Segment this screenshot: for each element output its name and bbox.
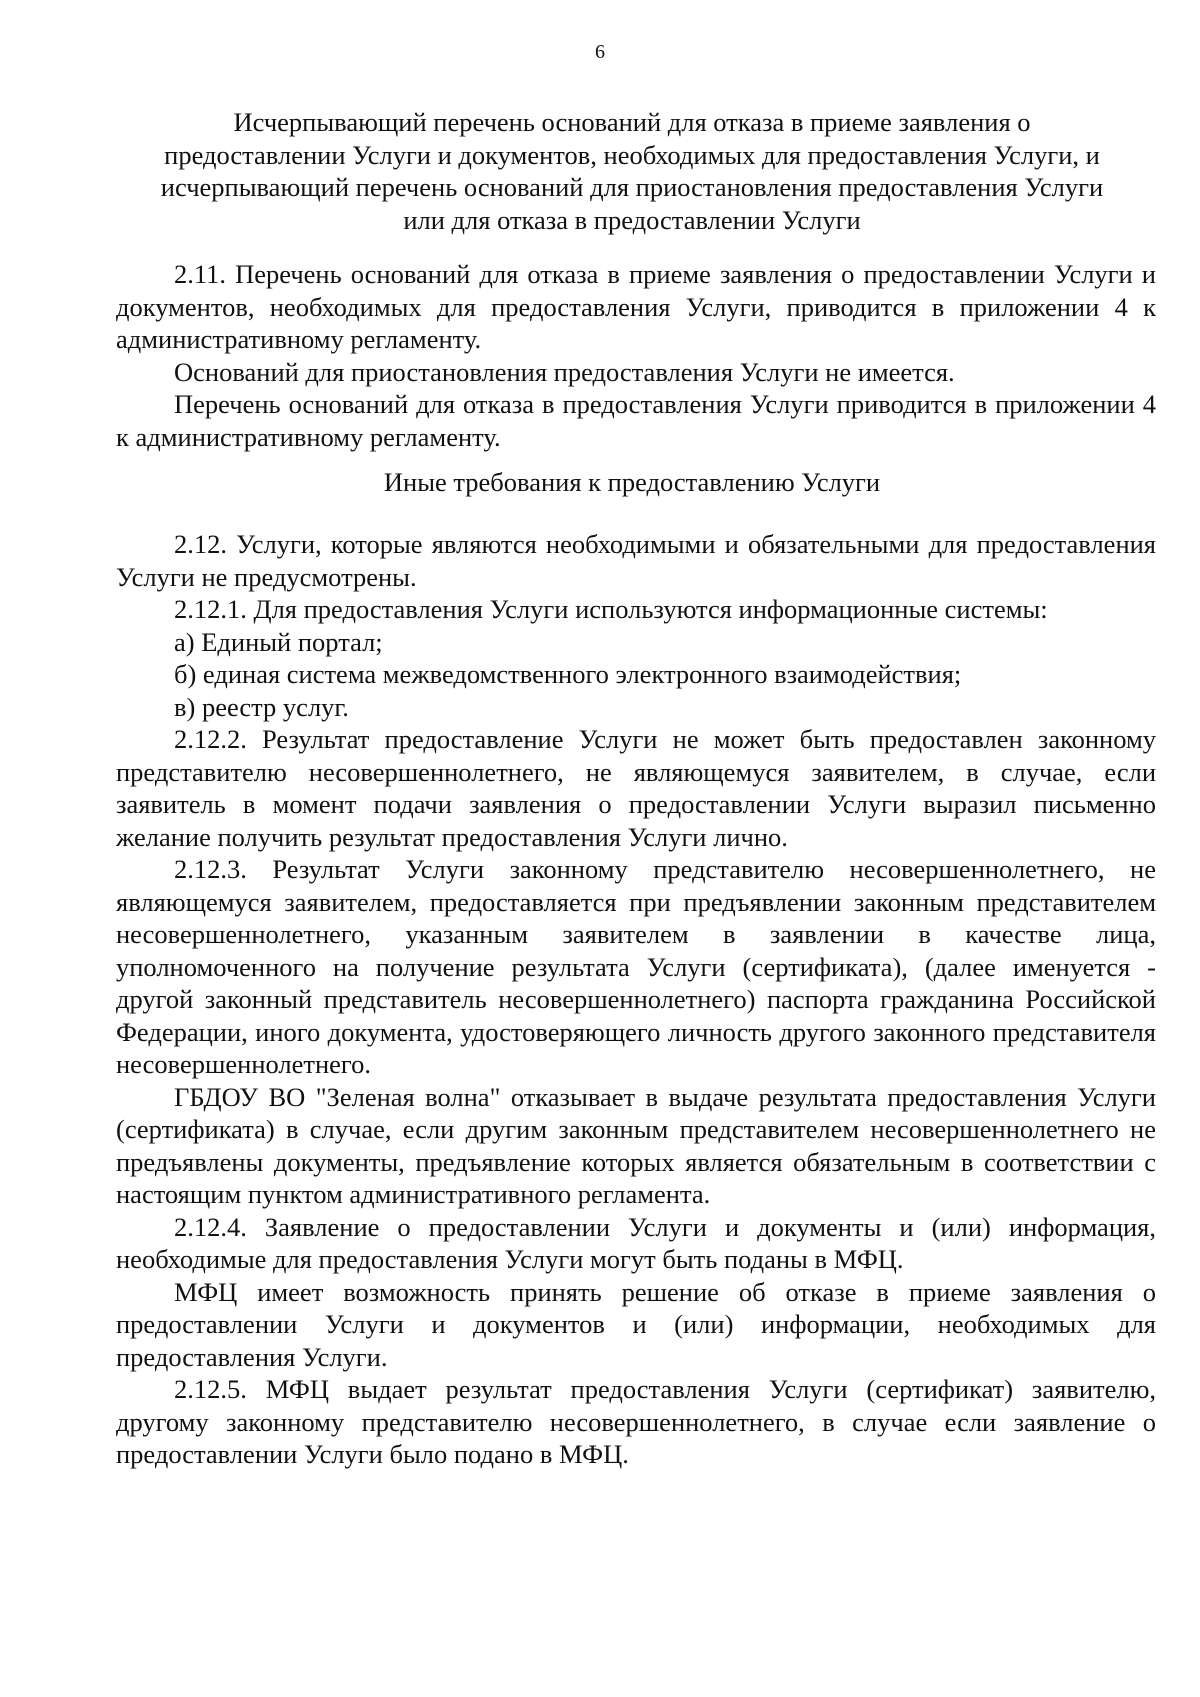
paragraph-2-12-5: 2.12.5. МФЦ выдает результат предоставления Услуги (сертификат) заявителю, другому законному представителю несовершеннолетнего, в случае если заявление о предоставлении Услуги было подано в МФЦ. [116, 1374, 1156, 1469]
section-heading-other-requirements [112, 466, 1152, 499]
paragraph-2-12-2: 2.12.2. Результат предоставление Услуги не может быть предоставлен законному представителю несовершеннолетнего, не являющемуся заявителем, в случае, если заявитель в момент подачи заявления о предоставлении Услуги выразил письменно желание получить результат предоставления Услуги лично. [116, 724, 1156, 852]
list-item-c: в) реестр услуг. [174, 691, 349, 722]
paragraph-gbdou-refusal: ГБДОУ ВО "Зеленая волна" отказывает в выдаче результата предоставления Услуги (сертификата) в случае, если другим законным представителем несовершеннолетнего не предъявлены документы, предъявление которых является обязательным в соответствии с настоящим пунктом административного регламента. [116, 1081, 1156, 1209]
heading-line: Иные требования к предоставлению Услуги [383, 467, 881, 497]
paragraph-2-12: 2.12. Услуги, которые являются необходимыми и обязательными для предоставления Услуги не предусмотрены. [116, 529, 1156, 592]
list-item-a: а) Единый портал; [174, 626, 383, 657]
list-item-b: б) единая система межведомственного электронного взаимодействия; [174, 659, 962, 689]
paragraph-2-12-4: 2.12.4. Заявление о предоставлении Услуги и документы и (или) информация, необходимые для предоставления Услуги могут быть поданы в МФЦ. [116, 1211, 1156, 1274]
section-body-2-12 [116, 528, 1156, 1471]
section-body-2-11 [116, 258, 1156, 453]
heading-line: предоставлении Услуги и документов, необходимых для предоставления Услуги, и [164, 139, 1100, 170]
paragraph-no-suspension: Оснований для приостановления предоставления Услуги не имеется. [174, 356, 955, 387]
paragraph-2-12-1: 2.12.1. Для предоставления Услуги используются информационные системы: [174, 594, 1048, 624]
paragraph-refusal-list: Перечень оснований для отказа в предоставления Услуги приводится в приложении 4 к административному регламенту. [116, 389, 1156, 452]
heading-line: Исчерпывающий перечень оснований для отказа в приеме заявления о [233, 107, 1031, 137]
heading-line: исчерпывающий перечень оснований для приостановления предоставления Услуги [160, 172, 1104, 202]
heading-line: или для отказа в предоставлении Услуги [403, 204, 861, 235]
page-number: 6 [595, 41, 605, 63]
section-heading-refusal-grounds [112, 106, 1152, 236]
paragraph-2-12-3: 2.12.3. Результат Услуги законному представителю несовершеннолетнего, не являющемуся заявителем, предоставляется при предъявлении законным представителем несовершеннолетнего, указанным заявителем в заявлении в качестве лица, уполномоченного на получение результата Услуги (сертификата), (далее именуется - другой законный представитель несовершеннолетнего) паспорта гражданина Российской Федерации, иного документа, удостоверяющего личность другого законного представителя несовершеннолетнего. [116, 854, 1156, 1079]
paragraph-2-11: 2.11. Перечень оснований для отказа в приеме заявления о предоставлении Услуги и документов, необходимых для предоставления Услуги, приводится в приложении 4 к административному регламенту. [116, 259, 1156, 354]
paragraph-mfc-refusal: МФЦ имеет возможность принять решение об отказе в приеме заявления о предоставлении Услуги и документов и (или) информации, необходимых для предоставления Услуги. [116, 1276, 1156, 1372]
